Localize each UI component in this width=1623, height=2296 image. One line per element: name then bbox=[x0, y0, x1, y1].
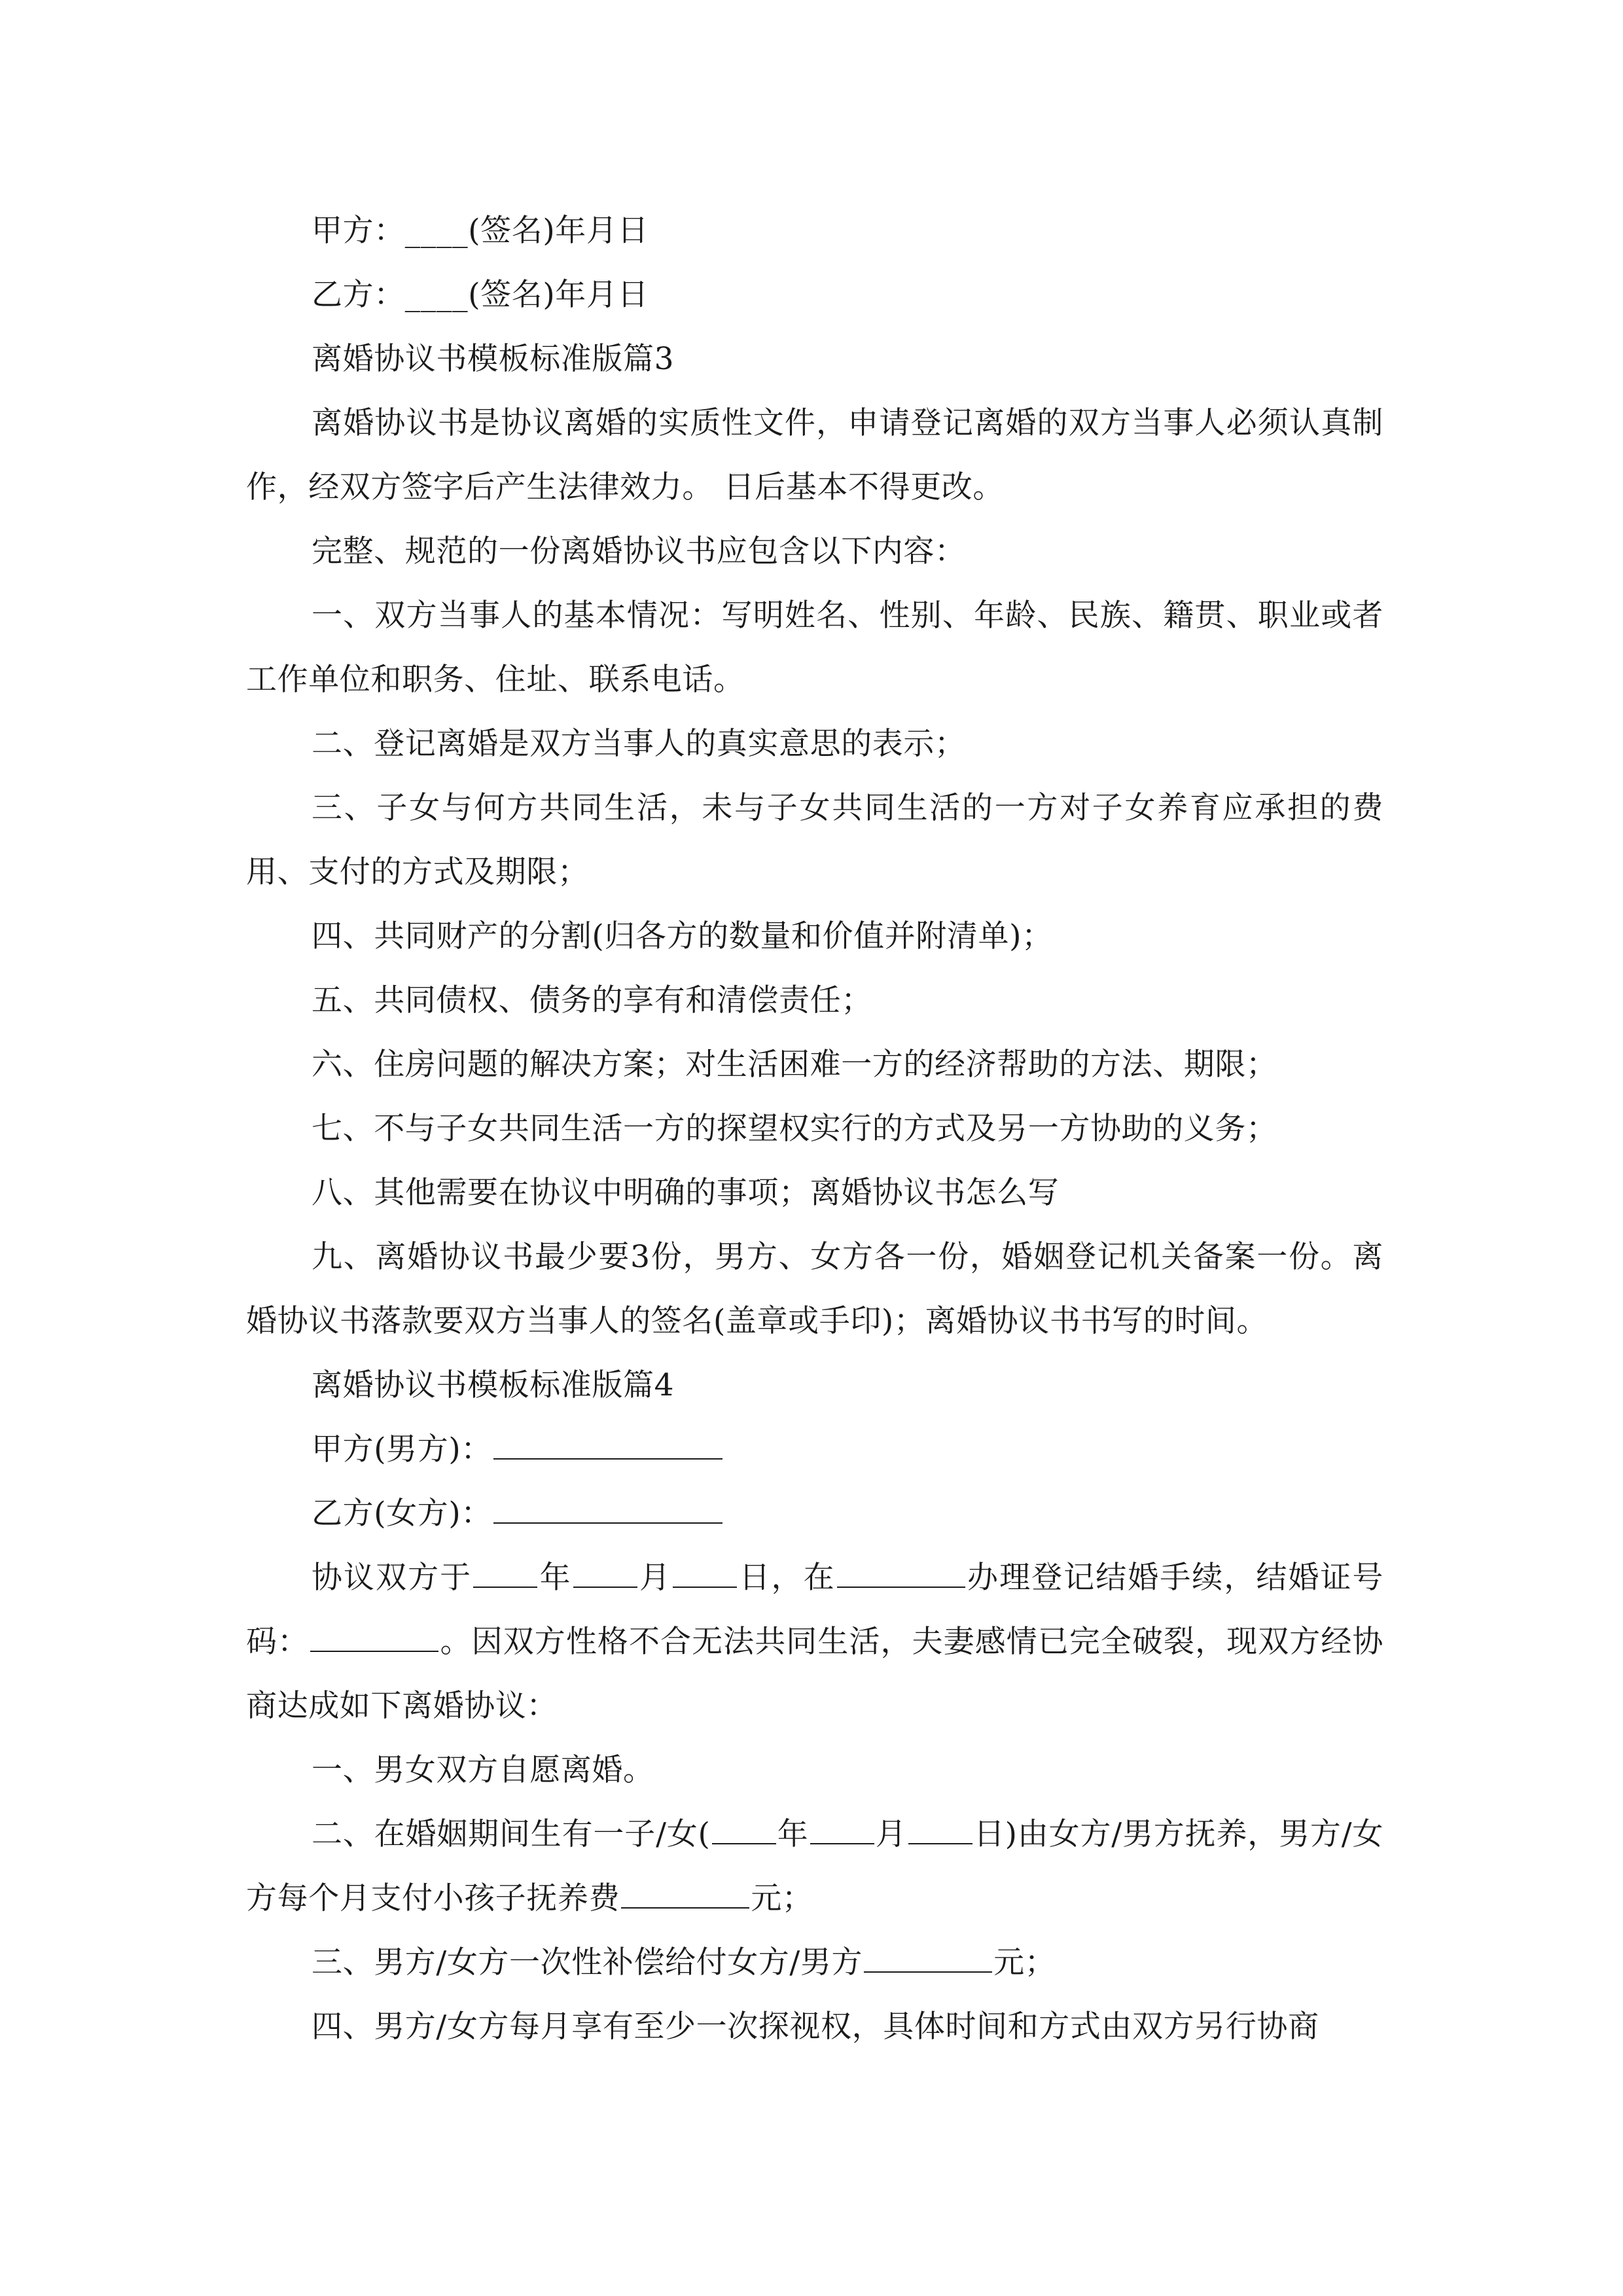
intro-month-label: 月 bbox=[638, 1560, 672, 1596]
clause-2 bbox=[246, 1803, 1383, 1931]
registry-place-blank bbox=[837, 1560, 965, 1588]
party-b-field bbox=[246, 1482, 1383, 1546]
party-a-label: 甲方(男方)： bbox=[312, 1431, 492, 1467]
list-item-5: 五、共同债权、债务的享有和清偿责任； bbox=[312, 982, 872, 1018]
intro-certificate-text: 办理登记结婚手续，结婚证号码： bbox=[246, 1560, 1384, 1660]
list-item-6: 六、住房问题的解决方案；对生活困难一方的经济帮助的方法、期限； bbox=[312, 1047, 1277, 1083]
child-support-amount-blank bbox=[621, 1881, 749, 1909]
list-item-4: 四、共同财产的分割(归各方的数量和价值并附清单)； bbox=[312, 918, 1053, 954]
marriage-year-blank bbox=[473, 1560, 537, 1588]
party-b-blank bbox=[493, 1496, 722, 1524]
party-b-label: 乙方(女方)： bbox=[312, 1496, 492, 1532]
section-heading-4: 离婚协议书模板标准版篇4 bbox=[312, 1367, 675, 1403]
party-a-field bbox=[246, 1418, 1383, 1482]
intro-conclusion-text: 。因双方性格不合无法共同生活，夫妻感情已完全破裂，现双方经协商达成如下离婚协议： bbox=[246, 1624, 1383, 1724]
party-a-blank bbox=[493, 1432, 722, 1460]
intro-day-label: 日，在 bbox=[738, 1560, 836, 1596]
document-body bbox=[246, 199, 1383, 2059]
clause-3-text: 三、男方/女方一次性补偿给付女方/男方 bbox=[312, 1945, 863, 1981]
section-heading-3: 离婚协议书模板标准版篇3 bbox=[312, 341, 675, 377]
list-item-8: 八、其他需要在协议中明确的事项；离婚协议书怎么写 bbox=[312, 1175, 1060, 1211]
paragraph-contents-lead: 完整、规范的一份离婚协议书应包含以下内容： bbox=[312, 533, 966, 569]
child-birth-day-blank bbox=[908, 1817, 972, 1844]
marriage-day-blank bbox=[673, 1560, 737, 1588]
clause-3 bbox=[246, 1931, 1383, 1995]
child-birth-year-blank bbox=[712, 1817, 776, 1844]
clause-2-month-label: 月 bbox=[875, 1816, 907, 1852]
marriage-month-blank bbox=[573, 1560, 637, 1588]
paragraph-intro: 离婚协议书是协议离婚的实质性文件，申请登记离婚的双方当事人必须认真制作，经双方签字后产生法律效力。 日后基本不得更改。 bbox=[246, 405, 1383, 505]
certificate-number-blank bbox=[310, 1624, 438, 1652]
list-item-3: 三、子女与何方共同生活，未与子女共同生活的一方对子女养育应承担的费用、支付的方式及期限； bbox=[246, 790, 1383, 890]
list-item-7: 七、不与子女共同生活一方的探望权实行的方式及另一方协助的义务； bbox=[312, 1111, 1277, 1147]
agreement-intro-paragraph bbox=[246, 1546, 1383, 1738]
intro-year-label: 年 bbox=[539, 1560, 572, 1596]
clause-2-year-label: 年 bbox=[777, 1816, 809, 1852]
compensation-amount-blank bbox=[864, 1945, 992, 1973]
list-item-1: 一、双方当事人的基本情况：写明姓名、性别、年龄、民族、籍贯、职业或者工作单位和职务、住址、联系电话。 bbox=[246, 598, 1383, 698]
clause-2-support-text: 日)由女方/男方抚养，男方/女方每个月支付小孩子抚养费 bbox=[246, 1816, 1383, 1916]
list-item-2: 二、登记离婚是双方当事人的真实意思的表示； bbox=[312, 726, 966, 762]
party-a-signature-line: 甲方：____(签名)年月日 bbox=[312, 213, 649, 249]
clause-4: 四、男方/女方每月享有至少一次探视权，具体时间和方式由双方另行协商 bbox=[312, 2009, 1319, 2045]
child-birth-month-blank bbox=[810, 1817, 874, 1844]
list-item-9: 九、离婚协议书最少要3份，男方、女方各一份，婚姻登记机关备案一份。离婚协议书落款要双方当事人的签名(盖章或手印)；离婚协议书书写的时间。 bbox=[246, 1239, 1383, 1339]
intro-text: 协议双方于 bbox=[312, 1560, 473, 1596]
clause-2-text: 二、在婚姻期间生有一子/女( bbox=[312, 1816, 711, 1852]
clause-1: 一、男女双方自愿离婚。 bbox=[312, 1752, 654, 1788]
party-b-signature-line: 乙方：____(签名)年月日 bbox=[312, 277, 649, 313]
clause-3-yuan-label: 元； bbox=[993, 1945, 1056, 1981]
clause-2-yuan-label: 元； bbox=[751, 1880, 813, 1916]
